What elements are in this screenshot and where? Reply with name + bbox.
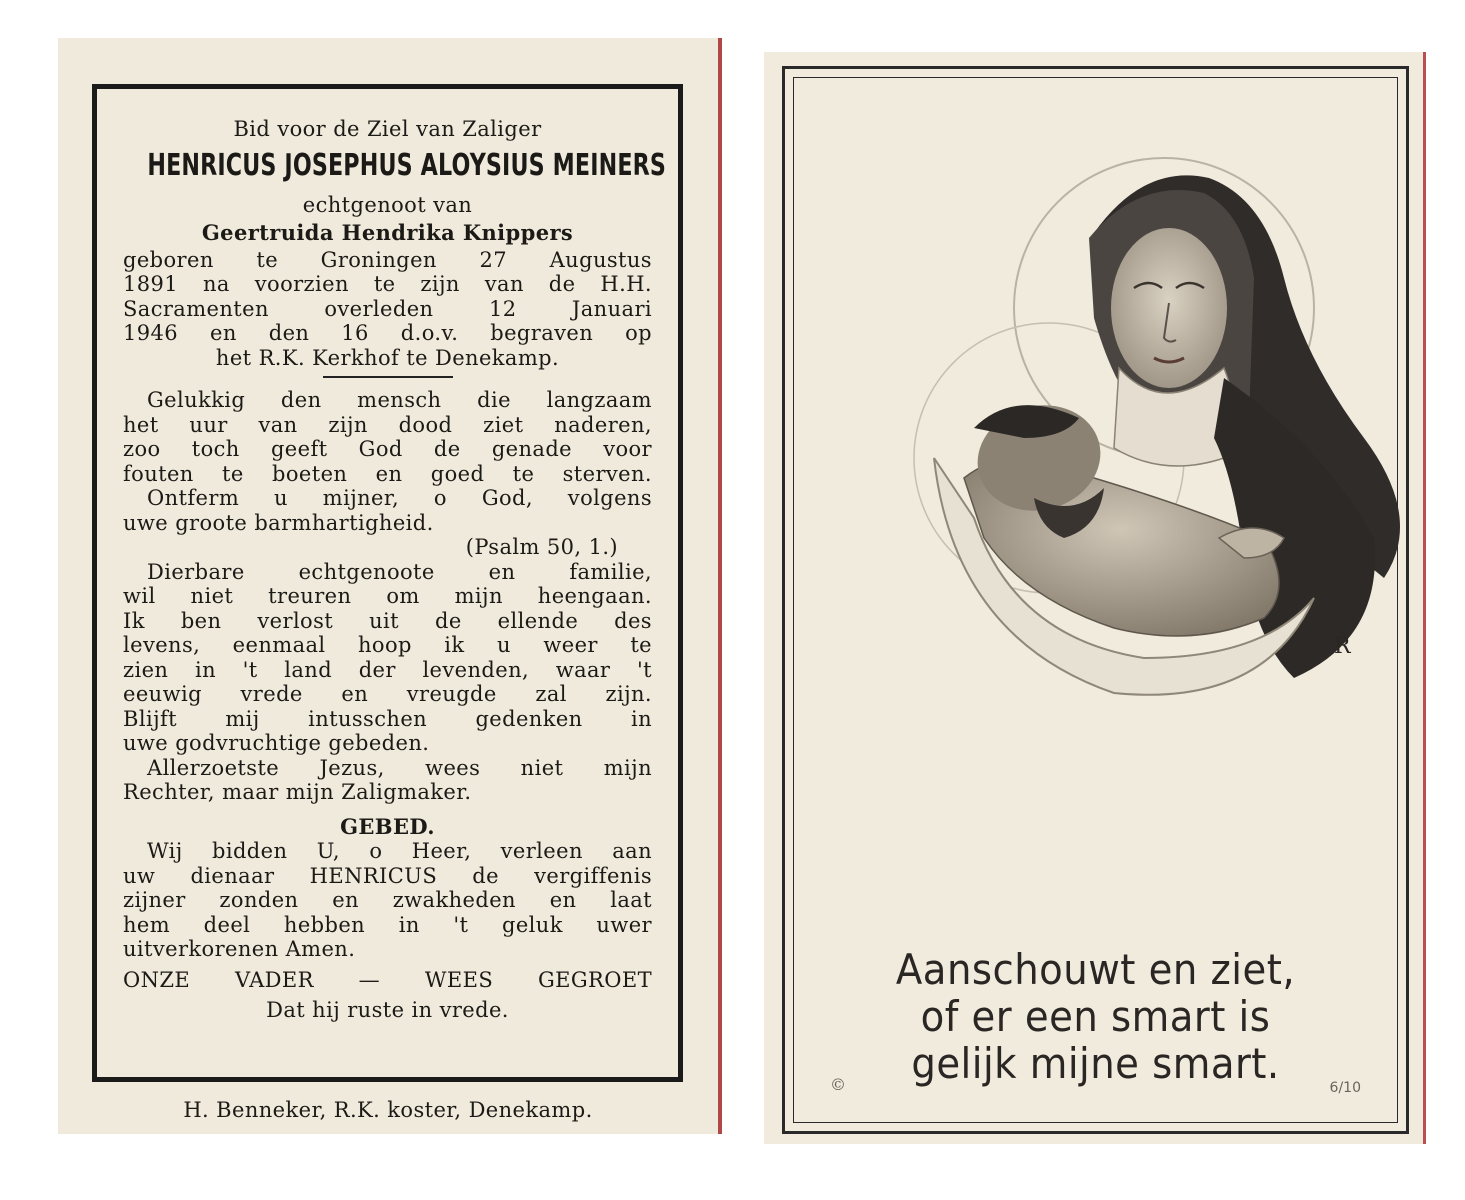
spouse-name: Geertruida Hendrika Knippers xyxy=(201,220,574,245)
verse-line: Blijft mij intusschen gedenken in xyxy=(123,706,652,731)
bio-paragraph xyxy=(123,248,652,371)
prayer-line: uw dienaar HENRICUS de vergiffenis xyxy=(123,863,652,888)
verse-line: Ik ben verlost uit de ellende des xyxy=(123,608,652,633)
bio-line: Sacramenten overleden 12 Januari xyxy=(123,296,652,321)
verse-4 xyxy=(123,756,652,805)
separator-line xyxy=(323,376,453,378)
verse-line: levens, eenmaal hoop ik u weer te xyxy=(123,633,652,657)
card-number: 6/10 xyxy=(1329,1080,1361,1096)
verse-line: Allerzoetste Jezus, wees niet mijn xyxy=(147,755,652,780)
psalm-reference: (Psalm 50, 1.) xyxy=(465,535,618,559)
bio-line: het R.K. Kerkhof te Denekamp. xyxy=(215,345,560,370)
bio-line: 1891 na voorzien te zijn van de H.H. xyxy=(123,272,652,296)
verse-line: uwe godvruchtige gebeden. xyxy=(123,731,430,755)
memorial-card-image-side xyxy=(764,52,1426,1144)
printer-credit: H. Benneker, R.K. koster, Denekamp. xyxy=(183,1098,593,1122)
verse-2 xyxy=(123,486,652,535)
memorial-card-text-side xyxy=(58,38,722,1134)
prayer-line: hem deel hebben in 't geluk uwer xyxy=(123,912,652,937)
card-border-frame xyxy=(92,84,683,1082)
motto-line: gelijk mijne smart. xyxy=(911,1039,1280,1088)
verse-line: zoo toch geeft God de genade voor xyxy=(123,437,652,461)
verse-line: Rechter, maar mijn Zaligmaker. xyxy=(123,780,472,804)
rest-in-peace: Dat hij ruste in vrede. xyxy=(266,998,509,1022)
closing-prayers: ONZE VADER — WEES GEGROET xyxy=(123,967,652,992)
verse-line: uwe groote barmhartigheid. xyxy=(123,510,434,535)
pieta-illustration xyxy=(864,118,1404,718)
prayer-line: uitverkorenen Amen. xyxy=(123,937,356,961)
verse-line: eeuwig vrede en vreugde zal zijn. xyxy=(123,682,652,706)
prayer-text xyxy=(123,839,652,962)
verse-line: Ontferm u mijner, o God, volgens xyxy=(147,486,652,510)
bio-line: geboren te Groningen 27 Augustus xyxy=(123,247,652,272)
verse-3 xyxy=(123,560,652,756)
verse-line: Gelukkig den mensch die langzaam xyxy=(147,388,652,412)
deceased-name: HENRICUS JOSEPHUS ALOYSIUS MEINERS xyxy=(147,147,667,183)
outer-border xyxy=(782,66,1409,1134)
verse-line: wil niet treuren om mijn heengaan. xyxy=(123,584,652,608)
bio-line: 1946 en den 16 d.o.v. begraven op xyxy=(123,321,652,345)
prayer-line: Wij bidden U, o Heer, verleen aan xyxy=(147,839,652,863)
motto-line: Aanschouwt en ziet, xyxy=(895,945,1296,994)
spouse-intro: echtgenoot van xyxy=(302,192,473,217)
verse-line: fouten te boeten en goed te sterven. xyxy=(123,461,652,486)
card-heading: Bid voor de Ziel van Zaliger xyxy=(233,117,542,141)
prayer-line: zijner zonden en zwakheden en laat xyxy=(123,888,652,912)
verse-line: Dierbare echtgenoote en familie, xyxy=(147,559,652,584)
card-text-block xyxy=(123,117,667,1023)
motto-text xyxy=(818,946,1373,1087)
artist-monogram: R xyxy=(1334,634,1351,659)
verse-line: zien in 't land der levenden, waar 't xyxy=(123,657,652,682)
corner-mark: © xyxy=(830,1075,846,1094)
verse-1 xyxy=(123,388,652,486)
inner-border xyxy=(793,77,1398,1123)
verse-line: het uur van zijn dood ziet naderen, xyxy=(123,412,652,437)
motto-line: of er een smart is xyxy=(920,992,1271,1041)
prayer-title: GEBED. xyxy=(340,813,435,839)
